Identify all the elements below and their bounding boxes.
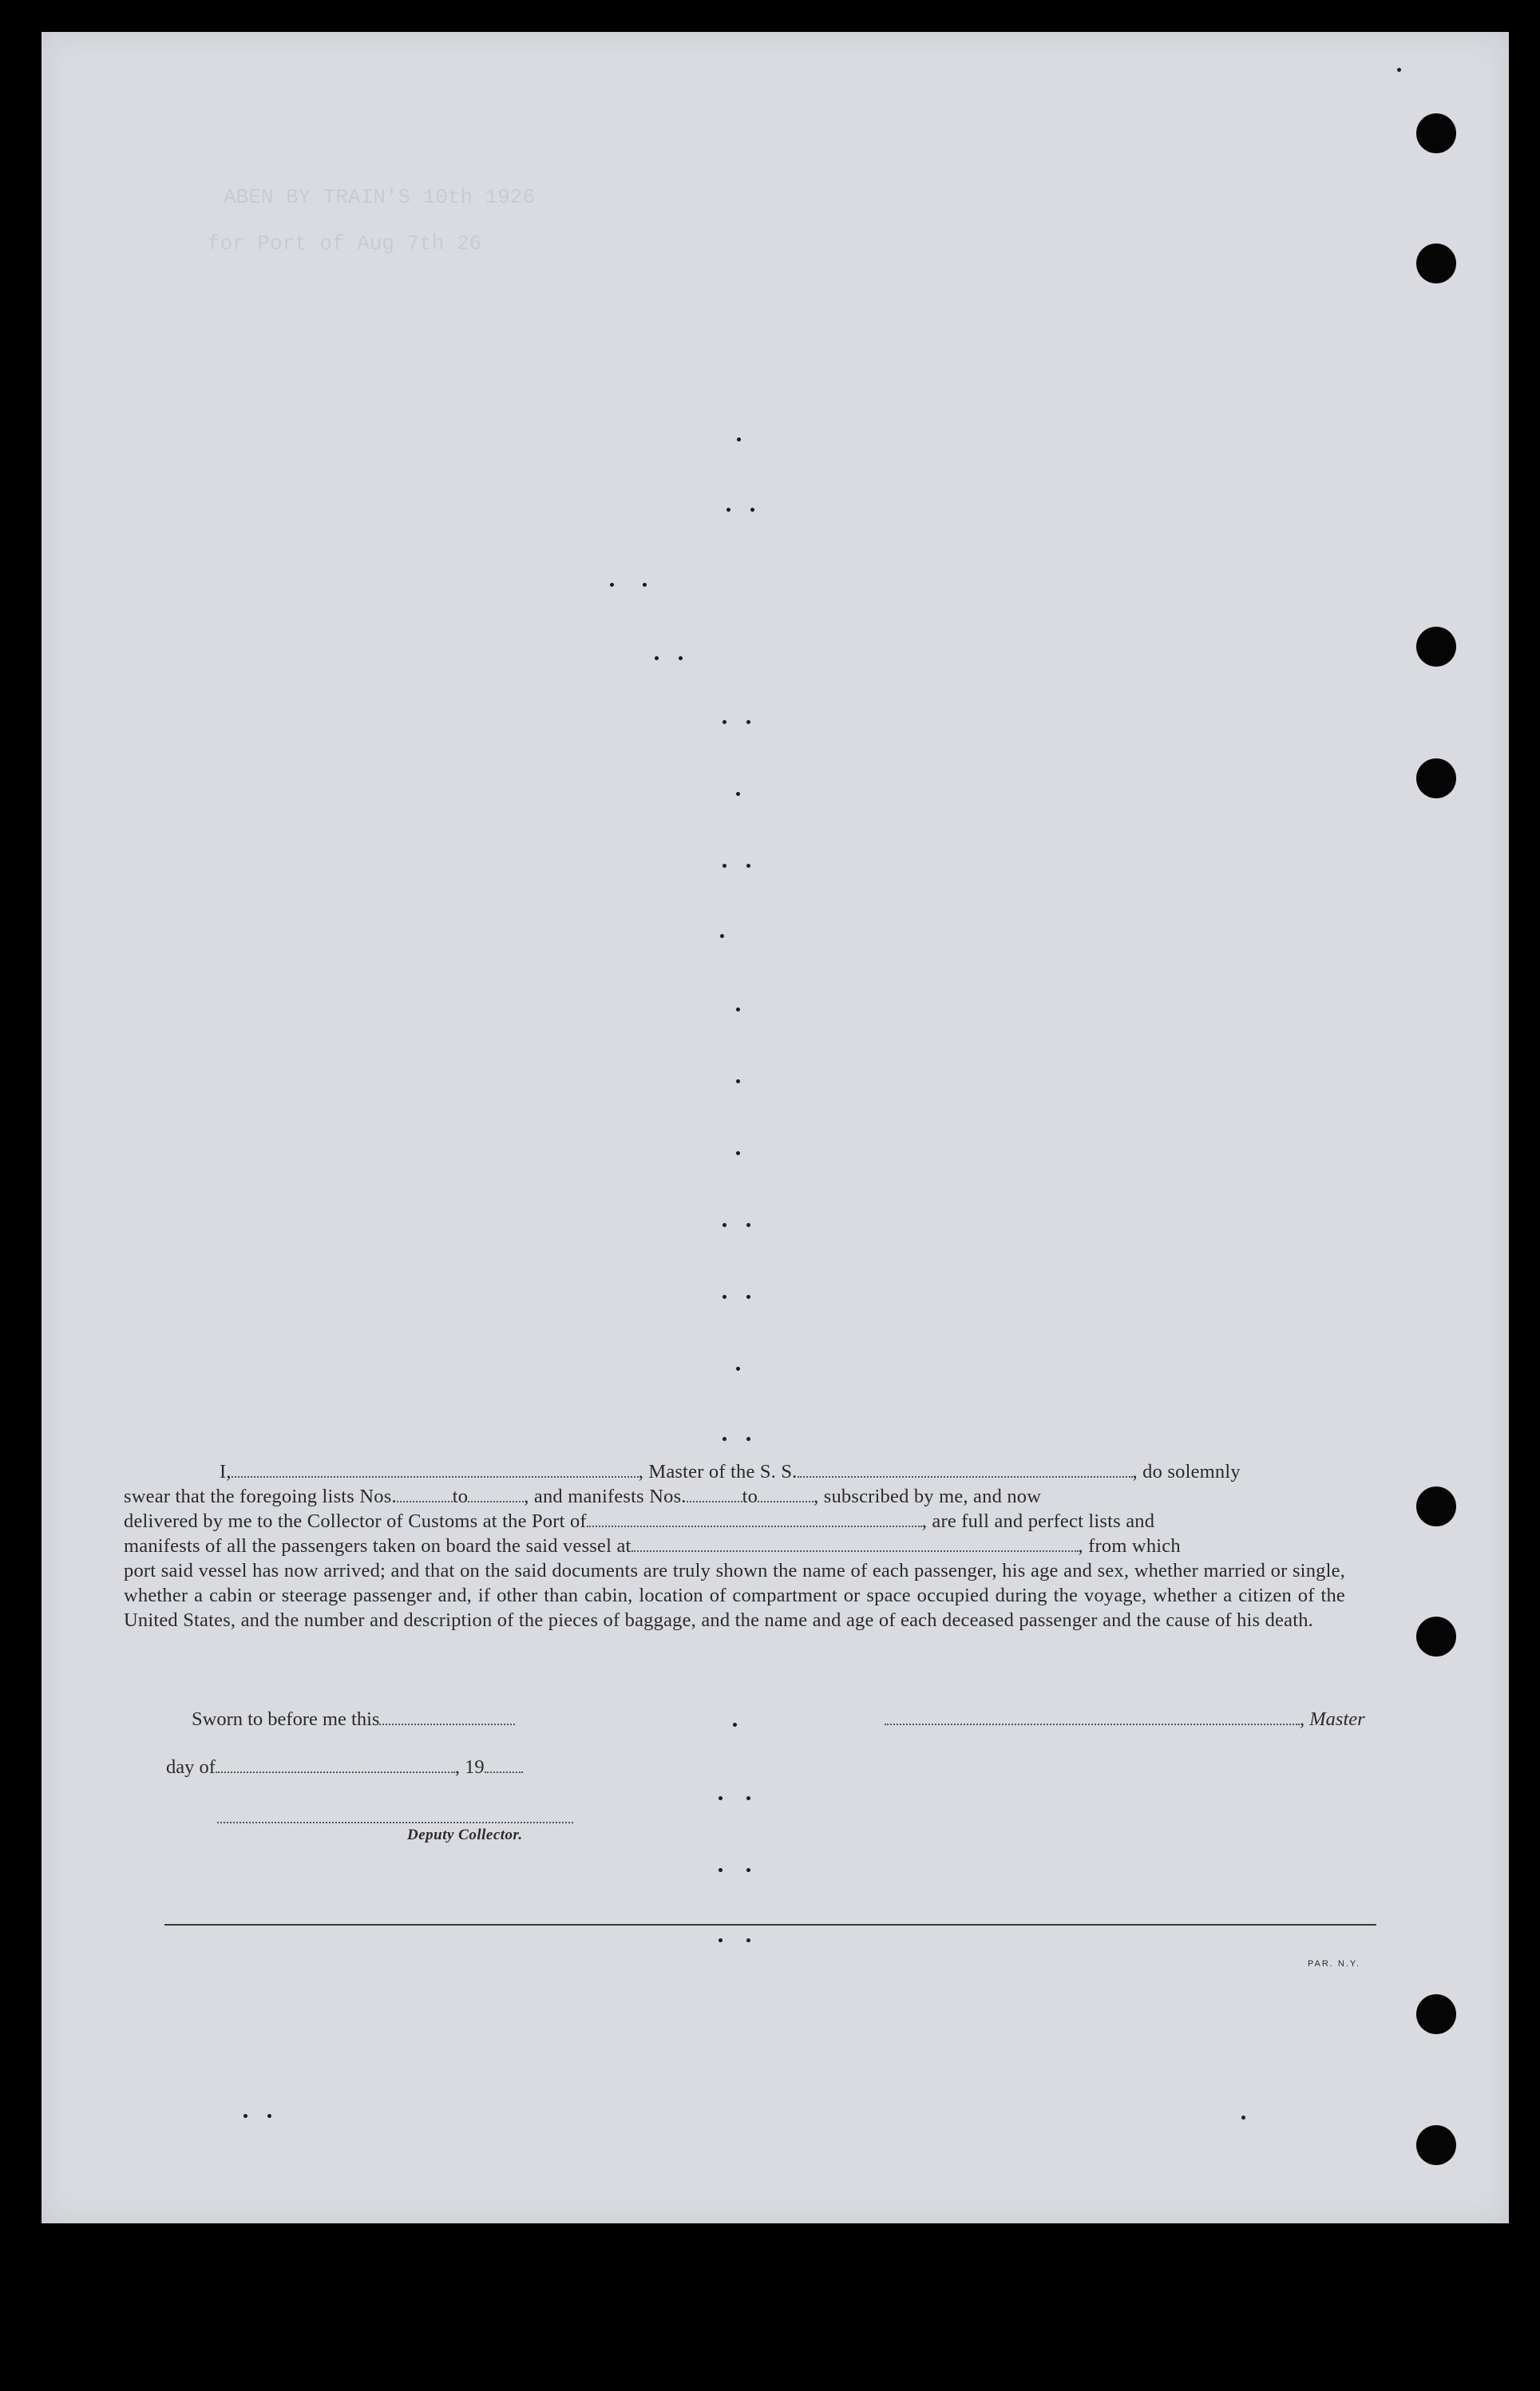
punch-hole <box>1416 2125 1456 2165</box>
speck <box>726 508 730 512</box>
speck <box>746 1938 750 1942</box>
show-through-line: ABEN BY TRAIN'S 10th 1926 <box>224 185 536 209</box>
speck <box>1241 2116 1245 2120</box>
oath-from-which: , from which <box>1078 1535 1181 1557</box>
speck <box>655 656 659 660</box>
speck <box>736 1151 740 1155</box>
oath-full-perfect: , are full and perfect lists and <box>921 1510 1155 1532</box>
deputy-collector-label: Deputy Collector. <box>407 1827 523 1843</box>
speck <box>733 1723 737 1727</box>
oath-line-2 <box>124 1484 1345 1509</box>
oath-body: port said vessel has now arrived; and that on the said documents are truly shown the name of each passenger, his age and sex, whether married or single, whether a cabin or steerage passenger and, if other than cabin, location of compartment or space occupied during the voyage, whether a citizen of the United States, and the number and description of the pieces of baggage, and the name and age of each deceased passenger and the cause of his death. <box>124 1560 1345 1631</box>
bottom-rule <box>164 1924 1376 1926</box>
speck <box>736 1007 740 1011</box>
oath-opening: I, <box>220 1461 232 1482</box>
speck <box>643 583 647 587</box>
year-label: , 19 <box>454 1756 485 1778</box>
sworn-row <box>192 1708 515 1731</box>
ship-name-blank <box>798 1462 1133 1478</box>
day-of-label: day of <box>166 1756 216 1778</box>
speck <box>719 1938 722 1942</box>
speck <box>1397 68 1401 72</box>
speck <box>736 1367 740 1371</box>
master-signature-label: , Master <box>1300 1708 1365 1730</box>
lists-from-blank <box>397 1486 453 1502</box>
speck <box>746 1796 750 1800</box>
speck <box>722 1223 726 1227</box>
speck <box>719 1796 722 1800</box>
speck <box>243 2114 247 2118</box>
master-name-blank <box>232 1462 639 1478</box>
master-signature-blank <box>885 1709 1300 1725</box>
deputy-signature-line <box>217 1822 573 1823</box>
speck <box>750 508 754 512</box>
speck <box>746 720 750 724</box>
speck <box>746 864 750 868</box>
speck <box>746 1295 750 1299</box>
oath-delivered: delivered by me to the Collector of Customs at the Port of <box>124 1510 587 1532</box>
speck <box>722 1295 726 1299</box>
master-signature-row <box>885 1708 1365 1731</box>
punch-hole <box>1416 243 1456 283</box>
speck <box>722 720 726 724</box>
manifests-from-blank <box>687 1486 742 1502</box>
punch-hole <box>1416 1617 1456 1657</box>
speck <box>722 864 726 868</box>
speck <box>737 437 741 441</box>
punch-hole <box>1416 758 1456 798</box>
oath-to: to <box>452 1486 469 1507</box>
punch-hole <box>1416 1486 1456 1526</box>
oath-subscribed: , subscribed by me, and now <box>814 1486 1042 1507</box>
speck <box>679 656 683 660</box>
speck <box>610 583 614 587</box>
document-sheet <box>42 32 1509 2223</box>
manifests-to-blank <box>758 1486 814 1502</box>
oath-swear: swear that the foregoing lists Nos. <box>124 1486 397 1507</box>
oath-line-1 <box>124 1459 1345 1484</box>
punch-hole <box>1416 1994 1456 2034</box>
speck <box>719 1868 722 1872</box>
oath-master-of: , Master of the S. S. <box>638 1461 798 1482</box>
master-oath <box>124 1459 1345 1633</box>
speck <box>267 2114 271 2118</box>
oath-do-solemnly: , do solemnly <box>1132 1461 1241 1482</box>
sworn-label: Sworn to before me this <box>192 1708 380 1730</box>
speck <box>746 1868 750 1872</box>
show-through-line: for Port of Aug 7th 26 <box>208 232 482 255</box>
printer-mark: PAR. N.Y. <box>1308 1959 1360 1969</box>
speck <box>746 1223 750 1227</box>
speck <box>746 1437 750 1441</box>
month-blank <box>216 1757 455 1773</box>
speck <box>736 792 740 796</box>
speck <box>736 1079 740 1083</box>
oath-manifests-at: manifests of all the passengers taken on board the said vessel at <box>124 1535 631 1557</box>
speck <box>720 934 724 938</box>
speck <box>722 1437 726 1441</box>
year-blank <box>485 1757 523 1773</box>
lists-to-blank <box>468 1486 524 1502</box>
oath-to: to <box>742 1486 758 1507</box>
oath-line-4 <box>124 1534 1345 1558</box>
port-blank <box>587 1511 922 1527</box>
sworn-day-blank <box>379 1709 515 1725</box>
day-of-row <box>166 1756 523 1779</box>
oath-line-3 <box>124 1509 1345 1534</box>
punch-hole <box>1416 627 1456 667</box>
departure-port-blank <box>631 1536 1079 1552</box>
oath-and-manifests: , and manifests Nos. <box>524 1486 687 1507</box>
punch-hole <box>1416 113 1456 153</box>
